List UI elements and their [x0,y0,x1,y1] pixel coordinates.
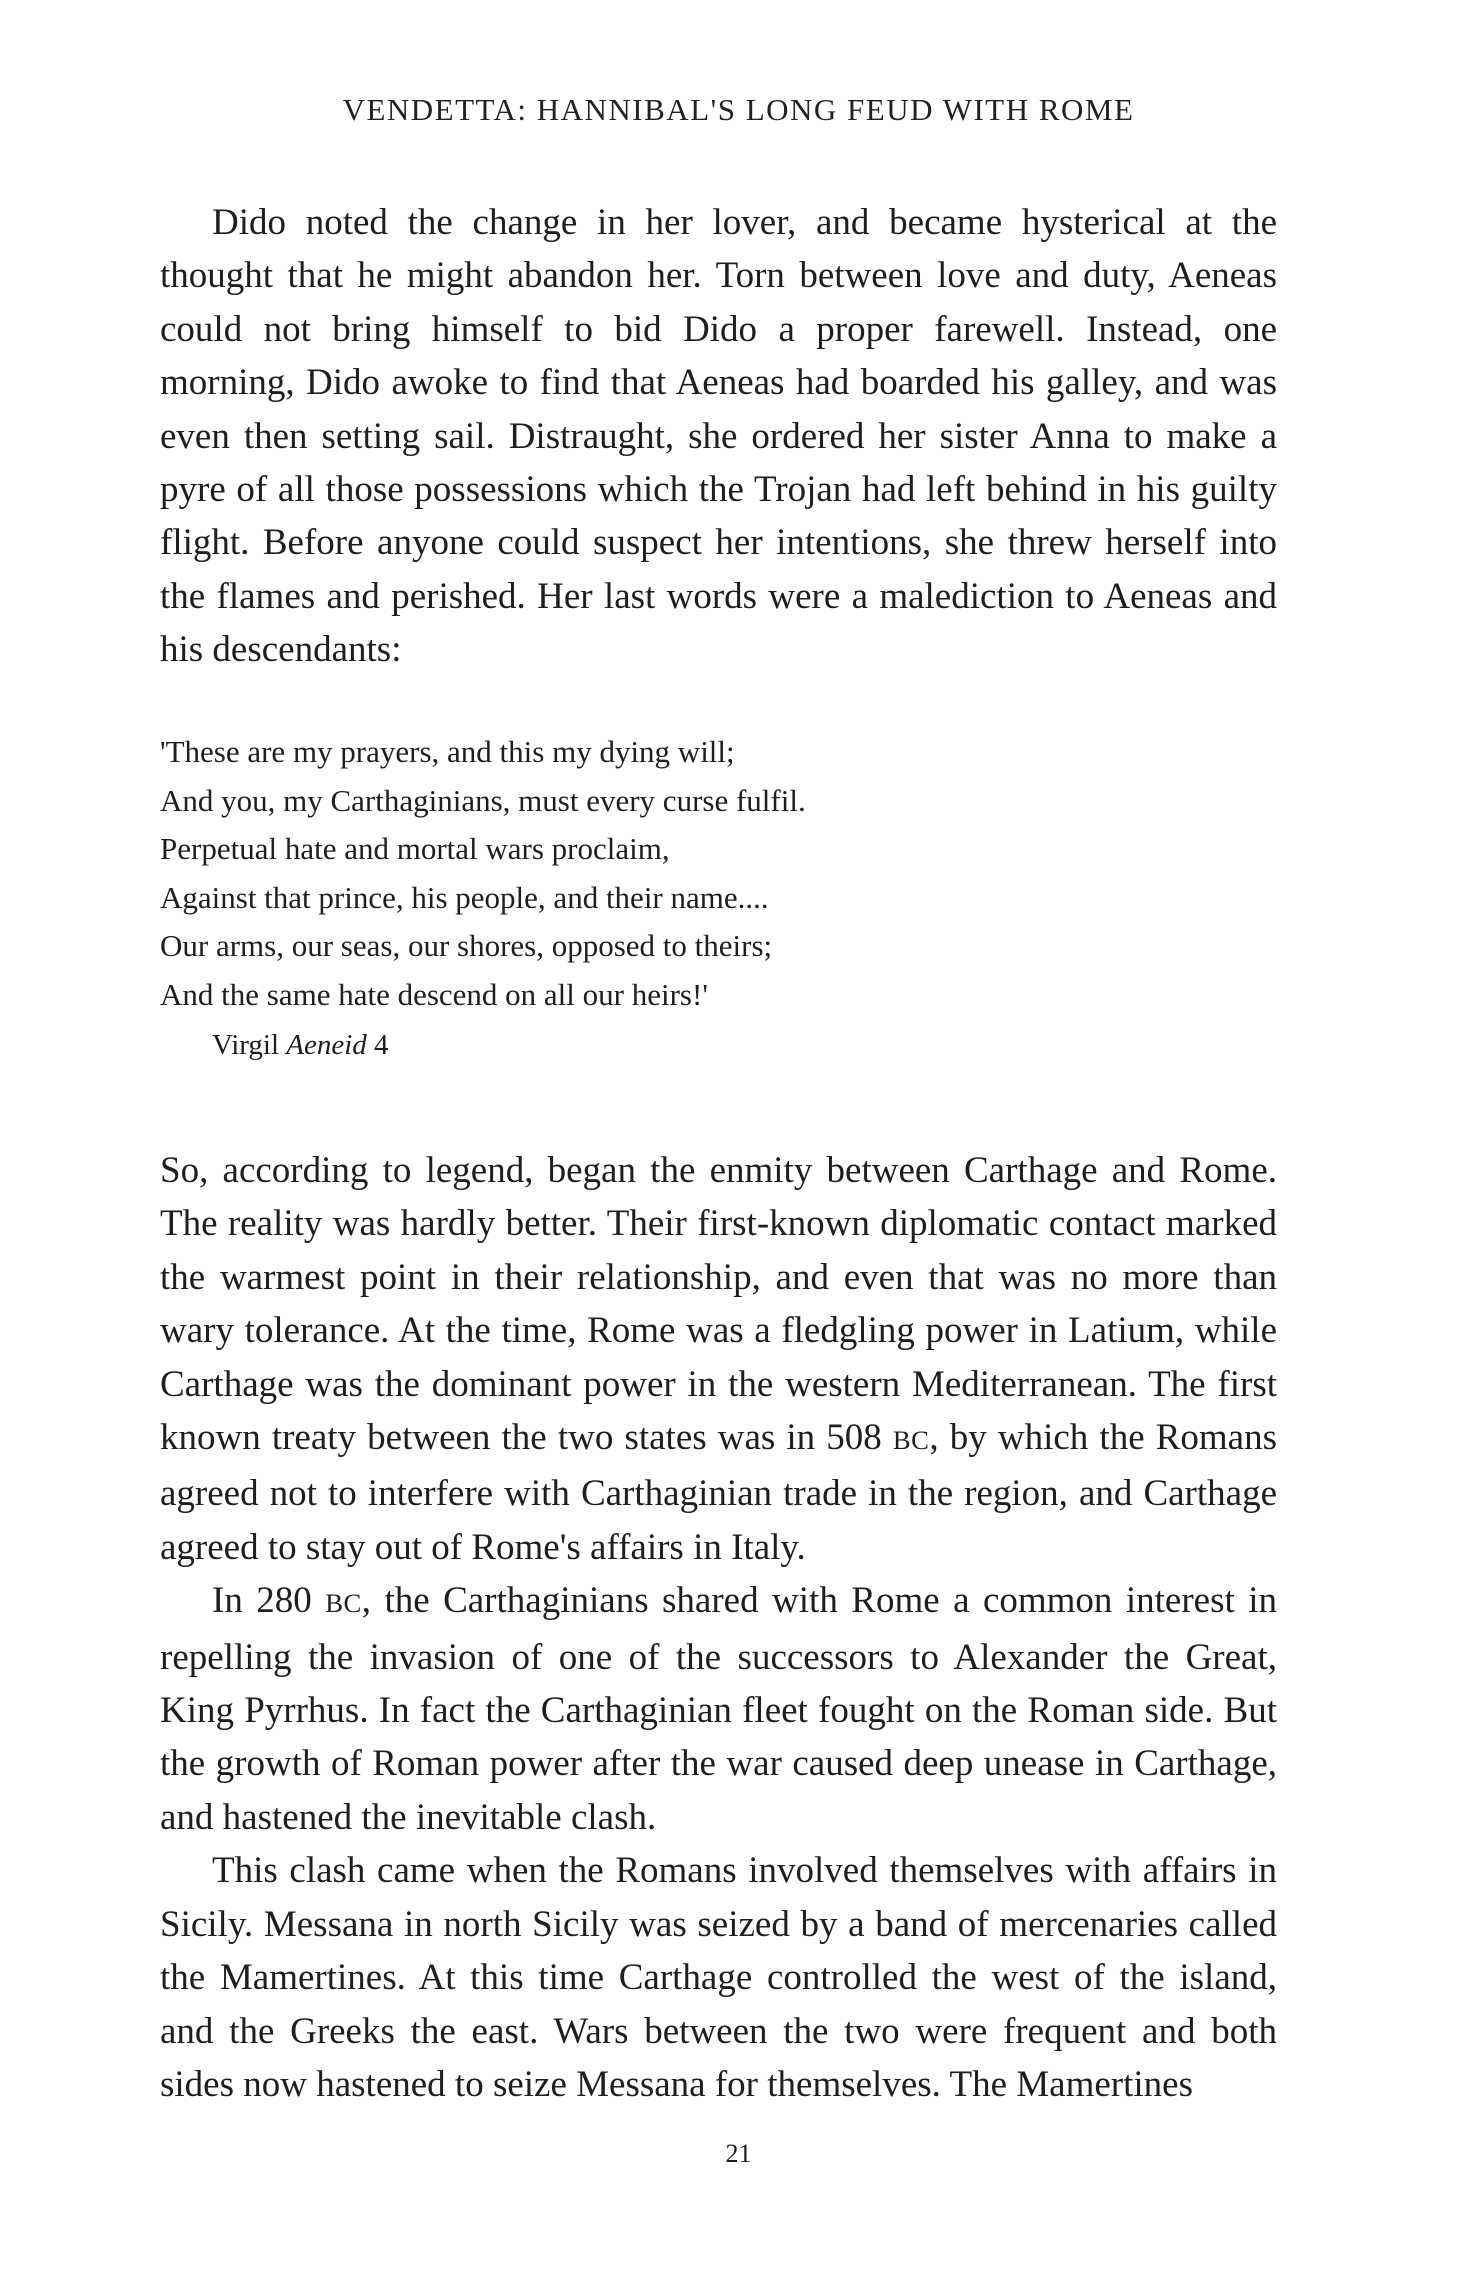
verse-attribution [160,1021,1160,1070]
verse-line: 'These are my prayers, and this my dying will; [160,734,735,769]
paragraph-text: Dido noted the change in her lover, and became hysterical at the thought that he might abandon her. Torn between love and duty, Aeneas could not bring himself to bid Dido a proper farewell. Instead, one morning, Dido awoke to find that Aeneas had boarded his galley, and was even then setting sail. Distraught, she ordered her sister Anna to make a pyre of all those possessions which the Trojan had left behind in his guilty flight. Before anyone could suspect her intentions, she threw herself into the flames and perished. Her last words were a malediction to Aeneas and his descendants: [160,202,1277,671]
era-abbreviation: BC [325,1588,362,1619]
paragraph-legend [160,1144,1277,1574]
verse-line: Our arms, our seas, our shores, opposed to theirs; [160,928,773,963]
attribution-work: Aeneid [286,1029,367,1061]
attribution-author: Virgil [212,1029,280,1061]
page-number: 21 [725,2139,752,2168]
running-head: VENDETTA: HANNIBAL'S LONG FEUD WITH ROME [342,92,1135,127]
verse-quotation [160,728,1160,1070]
verse-line: Perpetual hate and mortal wars proclaim, [160,831,670,866]
paragraph-pyrrhus [160,1574,1277,1844]
paragraph-dido [160,196,1277,677]
verse-line: And the same hate descend on all our heirs!' [160,976,708,1012]
attribution-book: 4 [374,1029,389,1061]
paragraph-text: So, according to legend, began the enmity between Carthage and Rome. The reality was hardly better. Their first-known diplomatic contact marked the warmest point in their relationship, and even that was no more than wary tolerance. At the time, Rome was a fledgling power in Latium, while Carthage was the dominant power in the western Mediterranean. The first known treaty between the two states was in 508 [160,1150,1277,1459]
paragraph-text: In 280 [212,1580,326,1622]
paragraph-text: , by which the Romans agreed not to interfere with Carthaginian trade in the region, and Carthage agreed to stay out of Rome's affairs in Italy. [160,1417,1277,1568]
paragraph-sicily: This clash came when the Romans involved themselves with affairs in Sicily. Messana in north Sicily was seized by a band of mercenaries called the Mamertines. At this time Carthage controlled the west of the island, and the Greeks the east. Wars between the two were frequent and both sides now hastened to seize Messana for themselves. The Mamertines [160,1850,1277,2105]
verse-line: And you, my Carthaginians, must every curse fulfil. [160,782,806,818]
body-text-lower [160,1144,1277,2111]
verse-line: Against that prince, his people, and their name.... [160,879,769,915]
era-abbreviation: BC [892,1425,930,1456]
paragraph-text: , the Carthaginians shared with Rome a common interest in repelling the invasion of one of the successors to Alexander the Great, King Pyrrhus. In fact the Carthaginian fleet fought on the Roman side. But the growth of Roman power after the war caused deep unease in Carthage, and hastened the inevitable clash. [160,1580,1277,1838]
